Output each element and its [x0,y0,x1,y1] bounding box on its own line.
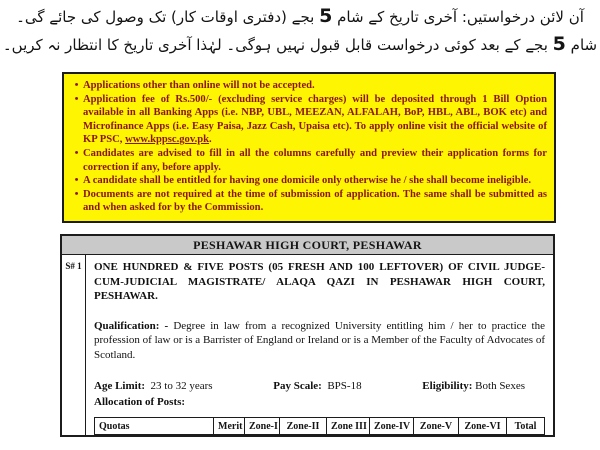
col-header-zone2: Zone-II [280,418,327,435]
post-row [61,255,554,437]
urdu-line2-number: 5 [552,33,566,55]
col-header-zone3: Zone III [327,418,370,435]
court-title: PESHAWAR HIGH COURT, PESHAWAR [61,235,554,255]
urdu-line2-text-tail: بجے کے بعد کوئی درخواست قابل قبول نہیں ہوگی۔ لہٰذا آخری تاریخ کا انتظار نہ کریں۔ [2,36,553,54]
allocation-table [94,417,545,435]
urdu-notice-line1 [0,3,600,31]
urdu-line1-number: 5 [319,5,333,27]
serial-number-cell: S# 1 [61,255,86,437]
court-title-row [61,235,554,255]
notice-item [70,93,547,147]
notice-item-text: A candidate shall be entitled for having one domicile only otherwise he / she shall become ineligible. [83,175,531,187]
notice-item [70,79,547,93]
pay-scale-value: BPS-18 [327,380,362,393]
qualification-paragraph [94,319,545,363]
post-details-cell [86,255,555,437]
bullet-icon: • [74,92,79,105]
age-limit-label: Age Limit: [94,380,146,393]
website-link[interactable]: www.kppsc.gov.pk [125,134,209,146]
pay-scale-label: Pay Scale: [273,380,322,393]
allocation-of-posts-label: Allocation of Posts: [94,396,186,409]
urdu-notice [0,3,600,59]
advert-table [60,234,555,438]
col-header-zone1: Zone-I [245,418,280,435]
urdu-notice-line2 [0,31,600,59]
fee-instruction-text: Application fee of Rs.500/- (excluding service charges) will be deposited through 1 Bill Option available in all Banking Apps (i.e. NBP, UBL, MEEZAN, ALFALAH, BoP, HBL, ABL, BOK etc) and Microfinance Apps (i.e. Easy Paisa, Jazz Cash, Upaisa etc). To apply online visit the official website of KP PSC, [83,93,547,146]
urdu-line1-text-tail: بجے (دفتری اوقات کار) تک وصول کی جائے گی۔ [16,8,320,26]
facts-row [94,379,545,393]
fee-instruction-period: . [209,134,212,146]
notice-item [70,147,547,174]
notice-item-text: Candidates are advised to fill in all the columns carefully and preview their application forms for correction if any, before apply. [83,147,547,173]
age-limit [94,379,213,393]
pay-scale [273,379,361,393]
qualification-text: Degree in law from a recognized University entitling him / her to practice the profession of law or is a Barrister of England or Ireland or is a Member of the Faculty of Advocates of Scotland. [94,319,545,361]
bullet-icon: • [74,146,79,159]
post-title: ONE HUNDRED & FIVE POSTS (05 FRESH AND 100 LEFTOVER) OF CIVIL JUDGE-CUM-JUDICIAL MAGISTRATE/ ALAQA QAZI IN PESHAWAR HIGH COURT, PESHAWAR. [94,261,545,303]
qualification-label: Qualification: - [94,319,169,332]
bullet-icon: • [74,79,79,91]
col-header-zone4: Zone-IV [370,418,414,435]
urdu-line1-text: آن لائن درخواستیں: آخری تاریخ کے شام [332,8,584,26]
notice-item-text: Applications other than online will not be accepted. [83,80,315,91]
eligibility [422,379,525,393]
col-header-merit: Merit [214,418,245,435]
notice-item [70,188,547,215]
col-header-zone6: Zone-VI [459,418,507,435]
instructions-notice-box [62,72,556,223]
age-limit-value: 23 to 32 years [150,380,213,393]
bullet-icon: • [74,187,79,200]
allocation-header-row [95,418,545,435]
col-header-zone5: Zone-V [414,418,459,435]
notice-item [70,174,547,188]
col-header-quotas: Quotas [95,418,214,435]
col-header-total: Total [507,418,545,435]
notice-item-text: Documents are not required at the time of submission of application. The same shall be submitted as and when asked for by the Commission. [83,188,547,214]
eligibility-value: Both Sexes [475,380,525,393]
urdu-line2-text: شام [565,36,598,54]
bullet-icon: • [74,174,79,187]
notice-item-text [83,93,547,147]
eligibility-label: Eligibility: [422,380,473,393]
